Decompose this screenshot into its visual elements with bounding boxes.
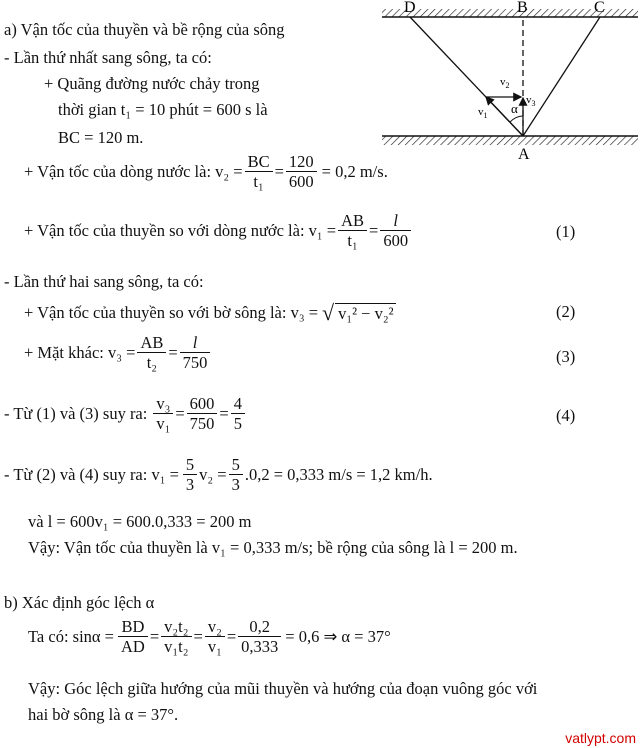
fraction: $\frac{l}{600}$ (380, 211, 411, 250)
label-v2: $v_2$ (500, 76, 510, 90)
fraction: $\frac{120}{600}$ (286, 152, 317, 191)
fraction: $\frac{0,2}{0,333}$ (238, 617, 281, 656)
fraction: $\frac{5}{3}$ (229, 455, 243, 494)
bank-speed-equation: + Vận tốc của thuyền so với bờ sông là: v₃ = √ v₁² − v₂² (24, 300, 394, 325)
water-speed-equation: + Vận tốc của dòng nước là: v₂ = $\frac{BC}{\text{t₁}}$ = $\frac{120}{600}$ = 0,2 m/s. (24, 152, 388, 191)
fraction: $\frac{4}{5}$ (231, 394, 245, 433)
water-speed-label: + Vận tốc của dòng nước là: v₂ = (24, 161, 243, 181)
distance-line-3: BC = 120 m. (58, 128, 144, 147)
part-b-heading: b) Xác định góc lệch α (4, 593, 155, 612)
label-v3: $v_3$ (526, 94, 536, 108)
label-c: C (594, 0, 605, 16)
boat-speed-equation: + Vận tốc của thuyền so với dòng nước là: v₁ = $\frac{AB}{\text{t₁}}$ = $\frac{l}{600}$ (24, 211, 413, 250)
distance-line-2: thời gian t₁ = 10 phút = 600 s là (58, 100, 268, 119)
distance-line-1: + Quãng đường nước chảy trong (44, 74, 260, 93)
first-crossing: - Lần thứ nhất sang sông, ta có: (4, 48, 212, 67)
equation-number-3: (3) (556, 347, 576, 366)
fraction: $\frac{\text{v₃}}{\text{v₁}}$ (153, 394, 173, 433)
label-d: D (404, 0, 416, 16)
line-ac (523, 17, 600, 136)
other-equation: + Mặt khác: v₃ = $\frac{AB}{\text{t₂}}$ = $\frac{l}{750}$ (24, 333, 212, 372)
fraction: $\frac{\text{v₂t₂}}{\text{v₁t₂}}$ (161, 617, 191, 656)
fraction: $\frac{BD}{AD}$ (118, 617, 148, 656)
conclusion-b-line-2: hai bờ sông là α = 37°. (28, 705, 179, 724)
conclusion-b-line-1: Vậy: Góc lệch giữa hướng của mũi thuyền và hướng của đoạn vuông góc với (28, 679, 538, 698)
equation-number-2: (2) (556, 302, 576, 321)
label-v1: $v_1$ (478, 106, 488, 120)
width-line: và l = 600v₁ = 600.0,333 = 200 m (28, 512, 252, 531)
fraction: $\frac{600}{750}$ (187, 394, 218, 433)
angle-arc (510, 116, 523, 122)
conclusion-a: Vậy: Vận tốc của thuyền là v₁ = 0,333 m/s; bề rộng của sông là l = 200 m. (28, 538, 518, 557)
label-alpha: α (511, 101, 518, 116)
from13-equation: - Từ (1) và (3) suy ra: $\frac{\text{v₃}}{\text{v₁}}$ = $\frac{600}{750}$ = $\frac{4}{5}$ (4, 394, 247, 433)
river-crossing-diagram (380, 0, 640, 160)
watermark: vatlypt.com (565, 730, 636, 746)
equation-number-1: (1) (556, 222, 576, 241)
label-b: B (517, 0, 528, 16)
second-crossing: - Lần thứ hai sang sông, ta có: (4, 272, 204, 291)
fraction: $\frac{AB}{\text{t₂}}$ (137, 333, 166, 372)
fraction: $\frac{l}{750}$ (180, 333, 211, 372)
fraction: $\frac{5}{3}$ (183, 455, 197, 494)
label-a: A (518, 146, 530, 160)
from24-equation: - Từ (2) và (4) suy ra: v₁ = $\frac{5}{3}$ v₂ = $\frac{5}{3}$ .0,2 = 0,333 m/s = 1,2 km/h. (4, 455, 433, 494)
fraction: $\frac{AB}{\text{t₁}}$ (338, 211, 367, 250)
sin-equation: Ta có: sinα = $\frac{BD}{AD}$ = $\frac{\text{v₂t₂}}{\text{v₁t₂}}$ = $\frac{\text{v₂}}{\text{v₁}}$ = $\frac{0,2}{0,333}$ = 0,6 ⇒ α = 37° (28, 617, 391, 656)
equation-number-4: (4) (556, 406, 576, 425)
part-a-heading: a) Vận tốc của thuyền và bề rộng của sông (4, 20, 285, 39)
fraction: $\frac{BC}{\text{t₁}}$ (245, 152, 273, 191)
bottom-bank (382, 136, 638, 145)
fraction: $\frac{\text{v₂}}{\text{v₁}}$ (205, 617, 225, 656)
